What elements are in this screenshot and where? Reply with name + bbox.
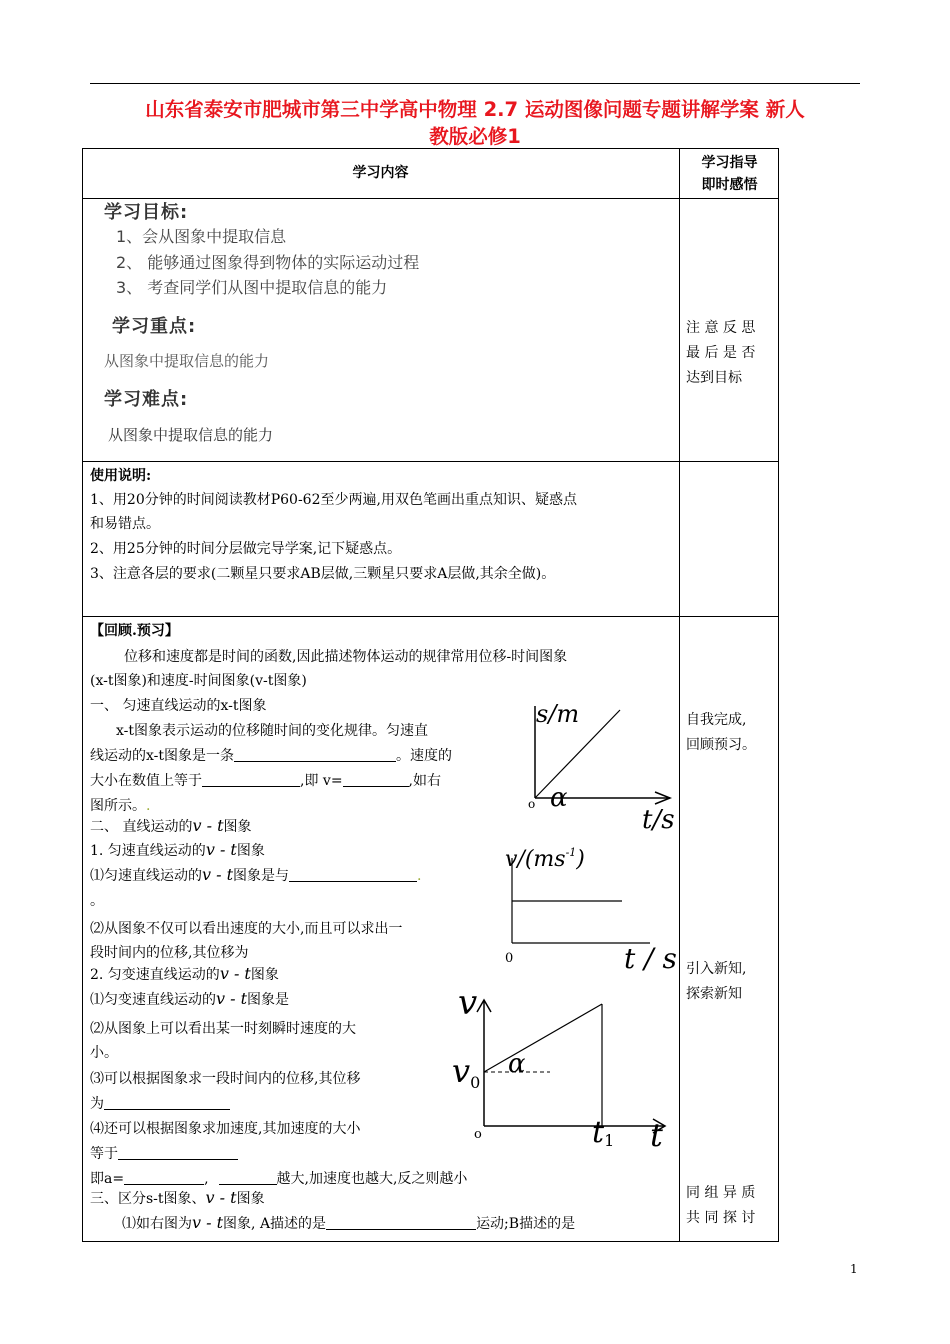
goal-item-1: 1、会从图象中提取信息 bbox=[116, 227, 287, 246]
fill-blank[interactable] bbox=[289, 866, 417, 882]
side-note-line: 同 组 异 质 bbox=[686, 1185, 756, 1201]
side-note-line: 探索新知 bbox=[686, 986, 742, 1002]
goals-row-divider bbox=[82, 461, 779, 462]
vt-symbol: v - t bbox=[202, 865, 234, 884]
text: 图象是与 bbox=[233, 868, 290, 884]
x-label: t / s bbox=[624, 942, 677, 975]
vt-symbol: v - t bbox=[216, 989, 248, 1008]
text: ⑴如右图为 bbox=[122, 1216, 192, 1232]
title-line-1: 山东省泰安市肥城市第三中学高中物理 2.7 运动图像问题专题讲解学案 新人 bbox=[145, 98, 805, 121]
key-point-heading: 学习重点: bbox=[112, 316, 197, 337]
side-note-self bbox=[686, 708, 774, 758]
section-2-title bbox=[90, 816, 252, 836]
section-2-1-2b: 段时间内的位移,其位移为 bbox=[90, 945, 249, 961]
vt-symbol: v - t bbox=[192, 816, 224, 835]
review-intro-1: 位移和速度都是时间的函数,因此描述物体运动的规律常用位移-时间图象 bbox=[124, 649, 568, 665]
usage-line-1a: 1、用20分钟的时间阅读教材P60-62至少两遍,用双色笔画出重点知识、疑惑点 bbox=[90, 492, 577, 508]
text: 图象 bbox=[236, 1191, 265, 1207]
fill-blank[interactable] bbox=[219, 1169, 277, 1185]
t1-label bbox=[592, 1115, 614, 1150]
fill-blank[interactable] bbox=[234, 746, 396, 762]
v0-sub: 0 bbox=[470, 1073, 481, 1092]
graph-vt-uniform bbox=[500, 838, 680, 978]
side-note-line: 最 后 是 否 bbox=[686, 345, 756, 361]
goals-heading: 学习目标: bbox=[104, 202, 189, 223]
text: 等于 bbox=[90, 1146, 118, 1162]
y-label: s/m bbox=[536, 700, 580, 728]
title-line-2: 教版必修1 bbox=[429, 125, 521, 148]
y-label-close: ) bbox=[576, 847, 585, 872]
side-note-line: 达到目标 bbox=[686, 370, 742, 386]
section-2-2-1 bbox=[90, 989, 289, 1009]
header-side-line-2: 即时感悟 bbox=[701, 177, 758, 193]
section-3-1 bbox=[122, 1213, 575, 1233]
fill-blank[interactable] bbox=[202, 771, 300, 787]
text: 图象, A描述的是 bbox=[223, 1216, 327, 1232]
header-side-line-1: 学习指导 bbox=[701, 155, 758, 171]
difficulty-heading: 学习难点: bbox=[104, 389, 189, 410]
x-label: t bbox=[650, 1116, 663, 1151]
text: 线运动的x-t图象是一条 bbox=[90, 748, 235, 764]
usage-heading: 使用说明: bbox=[90, 468, 152, 484]
section-2-2-2b: 小。 bbox=[90, 1045, 118, 1061]
text: 图象 bbox=[223, 819, 252, 835]
vt-symbol: v - t bbox=[205, 1188, 237, 1207]
y-label-sup: -1 bbox=[565, 846, 577, 859]
fill-blank[interactable] bbox=[124, 1169, 204, 1185]
text: ⑴匀变速直线运动的 bbox=[90, 992, 216, 1008]
origin-label: o bbox=[474, 1127, 482, 1142]
graph-st bbox=[520, 698, 680, 838]
y-label bbox=[505, 846, 585, 872]
angle-label: α bbox=[550, 783, 568, 813]
text: ⑴匀速直线运动的 bbox=[90, 868, 202, 884]
usage-line-3: 3、注意各层的要求(二颗星只要求AB层做,三颗星只要求A层做,其余全做)。 bbox=[90, 566, 556, 582]
section-3-title bbox=[90, 1188, 265, 1208]
text: 即a= bbox=[90, 1171, 125, 1187]
text: 二、 直线运动的 bbox=[90, 819, 193, 835]
text: 1. 匀速直线运动的 bbox=[90, 843, 206, 859]
header-side bbox=[680, 152, 779, 196]
velocity-line bbox=[484, 1004, 602, 1072]
text: 2. 匀变速直线运动的 bbox=[90, 967, 220, 983]
v0-label bbox=[452, 1052, 480, 1092]
origin-label: 0 bbox=[505, 951, 514, 966]
vt-symbol: v - t bbox=[219, 964, 251, 983]
section-1-line-4 bbox=[90, 795, 150, 815]
fill-blank[interactable] bbox=[343, 771, 409, 787]
section-1-line-2 bbox=[90, 745, 452, 765]
side-note-reflect bbox=[686, 316, 774, 391]
section-2-2-5 bbox=[90, 1168, 467, 1188]
angle-label: α bbox=[508, 1049, 526, 1079]
difficulty-text: 从图象中提取信息的能力 bbox=[108, 426, 274, 444]
fill-blank[interactable] bbox=[104, 1094, 230, 1110]
text: 运动;B描述的是 bbox=[476, 1216, 576, 1232]
fill-blank[interactable] bbox=[118, 1144, 238, 1160]
text: 为 bbox=[90, 1096, 104, 1112]
mark: . bbox=[417, 868, 422, 884]
header-main: 学习内容 bbox=[352, 165, 409, 181]
t1-main: t bbox=[592, 1115, 605, 1150]
text: ,即 bbox=[300, 773, 319, 789]
graph-vt-accelerated bbox=[450, 986, 680, 1151]
vt-symbol: v - t bbox=[205, 840, 237, 859]
side-note-line: 回顾预习。 bbox=[686, 737, 756, 753]
goal-item-3: 3、 考查同学们从图中提取信息的能力 bbox=[116, 278, 388, 297]
page-number: 1 bbox=[850, 1262, 858, 1276]
text: 越大,加速度也越大,反之则越小 bbox=[276, 1171, 468, 1187]
section-2-2-4a: ⑷还可以根据图象求加速度,其加速度的大小 bbox=[90, 1121, 361, 1137]
section-2-2-4b bbox=[90, 1143, 238, 1163]
review-intro-2: (x-t图象)和速度-时间图象(v-t图象) bbox=[90, 673, 307, 689]
usage-line-1b: 和易错点。 bbox=[90, 516, 160, 532]
section-2-2-2a: ⑵从图象上可以看出某一时刻瞬时速度的大 bbox=[90, 1021, 356, 1037]
text: 图象是 bbox=[247, 992, 290, 1008]
section-2-1-1-end: 。 bbox=[90, 893, 104, 909]
vt-symbol: v - t bbox=[192, 1213, 224, 1232]
section-1-line-1: x-t图象表示运动的位移随时间的变化规律。匀速直 bbox=[116, 723, 429, 739]
section-2-1 bbox=[90, 840, 265, 860]
mark: . bbox=[146, 798, 151, 814]
section-2-2-3b bbox=[90, 1093, 230, 1113]
text: 图象 bbox=[250, 967, 279, 983]
text: 图象 bbox=[236, 843, 265, 859]
usage-row-divider bbox=[82, 616, 779, 617]
side-note-line: 共 同 探 讨 bbox=[686, 1210, 756, 1226]
fill-blank[interactable] bbox=[326, 1214, 476, 1230]
header-rule bbox=[90, 83, 860, 84]
x-label: t/s bbox=[642, 805, 675, 835]
text: 。速度的 bbox=[396, 748, 453, 764]
side-note-new bbox=[686, 957, 774, 1007]
text: v= bbox=[322, 773, 343, 789]
side-note-group bbox=[686, 1181, 774, 1231]
section-2-2 bbox=[90, 964, 279, 984]
section-2-1-2a: ⑵从图象不仅可以看出速度的大小,而且可以求出一 bbox=[90, 921, 403, 937]
side-note-line: 引入新知, bbox=[686, 961, 747, 977]
section-2-2-3a: ⑶可以根据图象求一段时间内的位移,其位移 bbox=[90, 1071, 361, 1087]
key-point-text: 从图象中提取信息的能力 bbox=[104, 352, 270, 370]
goal-item-2: 2、 能够通过图象得到物体的实际运动过程 bbox=[116, 253, 420, 272]
usage-line-2: 2、用25分钟的时间分层做完导学案,记下疑惑点。 bbox=[90, 541, 402, 557]
text: 三、区分s-t图象、 bbox=[90, 1191, 206, 1207]
y-label: v bbox=[458, 986, 478, 1023]
side-note-line: 自我完成, bbox=[686, 712, 747, 728]
t1-sub: 1 bbox=[604, 1131, 615, 1150]
text: 图所示。 bbox=[90, 798, 146, 814]
section-1-title: 一、 匀速直线运动的x-t图象 bbox=[90, 698, 267, 714]
section-1-line-3 bbox=[90, 770, 441, 790]
origin-label: o bbox=[528, 797, 536, 811]
y-label-main: v/(ms bbox=[505, 847, 566, 872]
side-note-line: 注 意 反 思 bbox=[686, 320, 756, 336]
section-2-1-1 bbox=[90, 865, 422, 885]
text: 大小在数值上等于 bbox=[90, 773, 202, 789]
review-heading: 【回顾.预习】 bbox=[90, 623, 179, 639]
text: , bbox=[204, 1171, 209, 1187]
document-title bbox=[0, 96, 950, 150]
text: ,如右 bbox=[408, 773, 441, 789]
v0-main: v bbox=[452, 1052, 471, 1090]
